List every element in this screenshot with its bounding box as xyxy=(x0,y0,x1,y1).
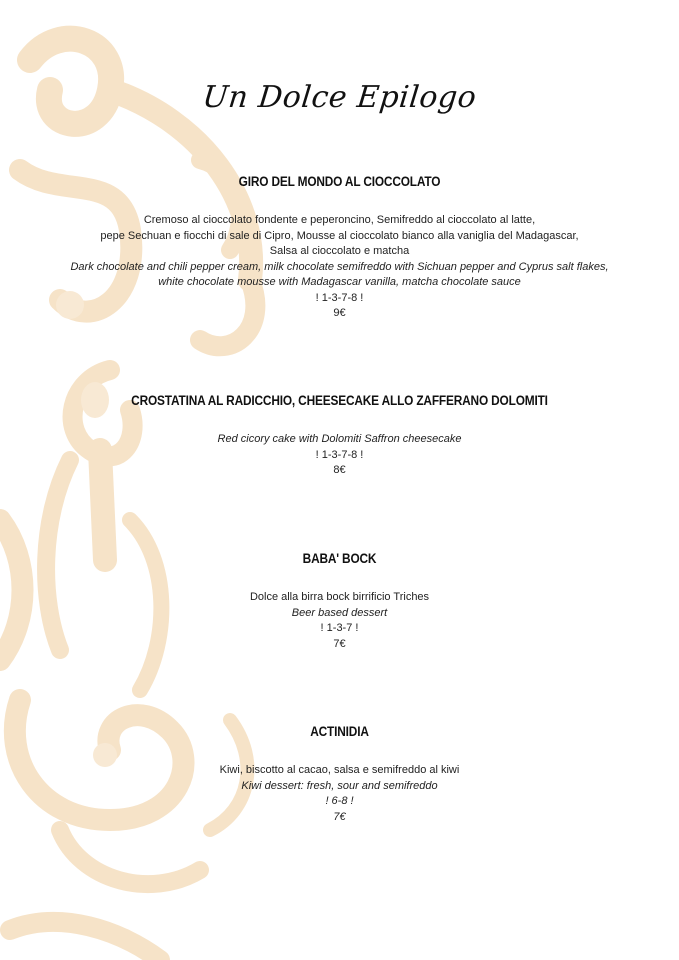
dish-english-line: Beer based dessert xyxy=(291,606,388,619)
dish-english-line: Kiwi dessert: fresh, sour and semifreddo xyxy=(241,779,438,792)
dish-allergens: ! 1-3-7-8 ! xyxy=(315,448,364,461)
dish-giro-del-mondo xyxy=(0,174,679,322)
dish-description-line: Cremoso al cioccolato fondente e peperoncino, Semifreddo al cioccolato al latte, xyxy=(143,214,536,226)
dish-crostatina xyxy=(0,393,679,479)
dish-name: ACTINIDIA xyxy=(310,724,369,739)
dish-price: 8€ xyxy=(333,464,346,476)
dish-price: 7€ xyxy=(333,810,346,823)
dish-name: CROSTATINA AL RADICCHIO, CHEESECAKE ALLO ZAFFERANO DOLOMITI xyxy=(131,393,548,408)
dish-name: BABA' BOCK xyxy=(302,551,377,566)
dish-actinidia xyxy=(0,724,679,825)
dish-description-line: Dolce alla birra bock birrificio Triches xyxy=(249,591,430,603)
dish-allergens: ! 6-8 ! xyxy=(325,795,354,807)
dish-allergens: ! 1-3-7-8 ! xyxy=(315,291,364,304)
dish-description-line: Kiwi, biscotto al cacao, salsa e semifreddo al kiwi xyxy=(219,764,460,776)
dish-price: 9€ xyxy=(333,307,346,319)
dish-description-line: pepe Sechuan e fiocchi di sale di Cipro, Mousse al cioccolato bianco alla vaniglia del Madagascar, xyxy=(100,229,579,242)
dish-name: GIRO DEL MONDO AL CIOCCOLATO xyxy=(238,174,441,189)
dish-english-line: Dark chocolate and chili pepper cream, milk chocolate semifreddo with Sichuan pepper and Cyprus salt flakes, xyxy=(70,260,609,273)
dish-english-line: Red cicory cake with Dolomiti Saffron cheesecake xyxy=(217,433,462,445)
menu-title: Un Dolce Epilogo xyxy=(200,80,479,115)
dish-english-line: white chocolate mousse with Madagascar vanilla, matcha chocolate sauce xyxy=(158,276,521,288)
dish-description-line: Salsa al cioccolato e matcha xyxy=(269,245,410,257)
dish-price: 7€ xyxy=(333,637,346,650)
dish-allergens: ! 1-3-7 ! xyxy=(320,622,359,634)
dish-baba-bock xyxy=(0,551,679,652)
